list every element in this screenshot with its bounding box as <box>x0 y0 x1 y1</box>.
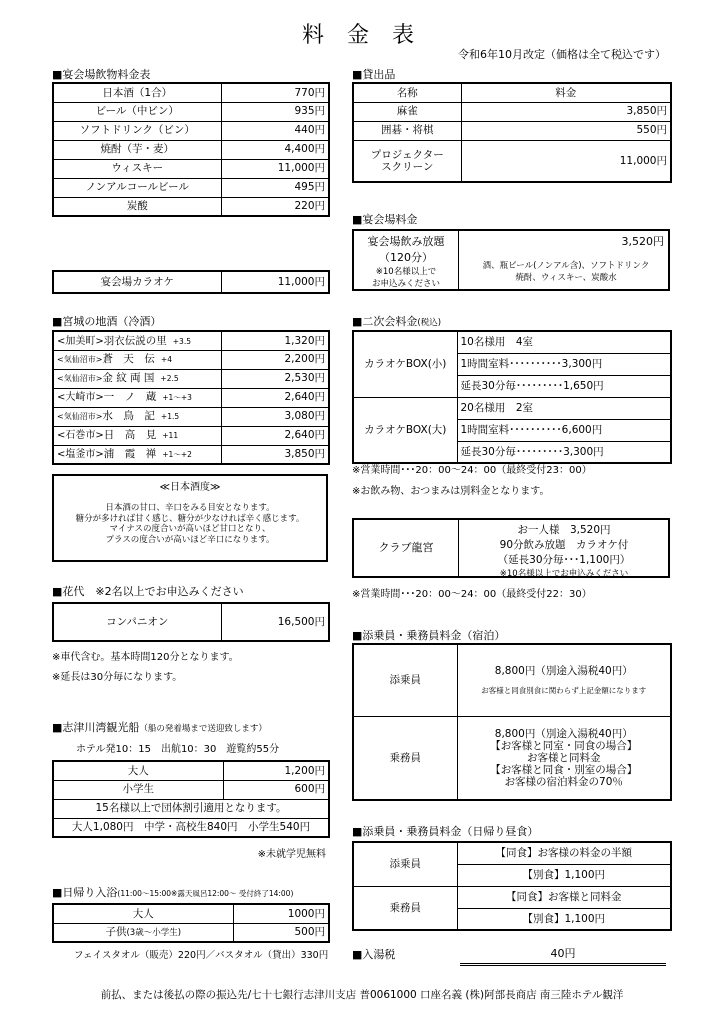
cruise-group-note: 15名様以上で団体割引適用となります。 <box>53 799 329 818</box>
rental-price: 550円 <box>461 121 671 140</box>
bath-heading-main: ■日帰り入浴 <box>52 886 118 899</box>
crew-jomu-case2: 【お客様と同食・別室の場合】 <box>490 763 638 776</box>
club-plan: 90分飲み放題 カラオケ付 <box>499 539 629 551</box>
sake-name: 蒼 天 伝 <box>102 353 155 366</box>
cruise-child-price: 600円 <box>223 780 329 799</box>
rental-name-line: プロジェクター <box>370 148 444 161</box>
rental-name: 麻雀 <box>353 102 461 121</box>
drink-price: 4,400円 <box>221 140 329 159</box>
sake-name: 浦 霞 禅 <box>103 448 157 460</box>
drink-row <box>53 197 329 216</box>
crew-jomu-label: 乗務員 <box>353 716 457 800</box>
bath-tax-label: ■入湯税 <box>352 948 396 961</box>
sake-cell <box>53 426 221 445</box>
drink-name: 日本酒（1合） <box>53 83 221 102</box>
hall-contents-1: 酒、瓶ビール(ノンアル含)、ソフトドリンク <box>482 261 650 271</box>
drink-name: ビール（中ビン） <box>53 102 221 121</box>
rental-name-line: スクリーン <box>381 160 434 173</box>
sake-row <box>53 407 329 426</box>
sake-maker: <気仙沼市> <box>57 374 103 384</box>
drink-name: 焼酎（芋・麦） <box>53 140 221 159</box>
sake-row <box>53 350 329 369</box>
hall-plan-note-2: お申込みください <box>371 279 440 289</box>
karaoke-price: 11,000円 <box>221 271 329 293</box>
rental-name <box>353 140 461 182</box>
bath-child-age: (3歳～小学生) <box>126 927 182 938</box>
karaoke-table <box>52 270 330 294</box>
sake-row <box>53 369 329 388</box>
crew-table <box>352 643 672 801</box>
hall-box <box>352 229 670 291</box>
daytrip-jomu-same: 【同食】お客様と同料金 <box>457 886 671 908</box>
crew-jomu-case1: 【お客様と同室・同食の場合】 <box>490 739 638 752</box>
sake-name: 羽衣伝説の里 <box>103 334 167 347</box>
cruise-group-prices: 大人1,080円 中学・高校生840円 小学生540円 <box>53 818 329 837</box>
daytrip-crew-heading: ■添乗員・乗務員料金（日帰り昼食） <box>352 825 539 838</box>
rental-price: 3,850円 <box>461 102 671 121</box>
cruise-heading-main: ■志津川湾観光船 <box>52 721 140 734</box>
large-box-capacity: 20名様用 2室 <box>457 397 671 419</box>
club-details <box>460 522 668 579</box>
sake-degree: +3.5 <box>172 336 191 346</box>
cruise-child: 小学生 <box>53 780 223 799</box>
cruise-adult: 大人 <box>53 761 223 780</box>
crew-jomu-case1-price: お客様と同料金 <box>527 751 601 764</box>
hanadai-price: 16,500円 <box>221 603 329 641</box>
sake-maker: <大崎市> <box>57 392 104 404</box>
bath-child-label: 子供 <box>105 925 127 938</box>
cruise-heading <box>52 719 267 735</box>
sake-price: 3,080円 <box>221 407 329 426</box>
page-title: 料 金 表 <box>302 23 422 48</box>
crew-heading: ■添乗員・乗務員料金（宿泊） <box>352 629 506 642</box>
sake-row <box>53 388 329 407</box>
sake-price: 2,640円 <box>221 426 329 445</box>
sake-name: 水 鳥 記 <box>102 410 155 423</box>
sake-cell <box>53 369 221 388</box>
hanadai-note-1: ※車代含む。基本時間120分となります。 <box>52 652 239 663</box>
sake-maker: <加美町> <box>57 335 104 347</box>
daytrip-crew-table <box>352 841 672 931</box>
bath-tax-value: 40円 <box>460 945 666 966</box>
bath-child-price: 500円 <box>233 923 329 942</box>
rental-heading: ■貸出品 <box>352 68 396 81</box>
crew-jomu-detail <box>457 716 671 800</box>
sake-maker: <気仙沼市> <box>57 355 103 365</box>
sake-degree-box <box>52 474 328 562</box>
hall-plan-note-1: ※10名様以上で <box>375 267 437 277</box>
rental-row <box>353 121 671 140</box>
sake-name: 金 紋 両 国 <box>102 372 155 385</box>
drink-name: ノンアルコールビール <box>53 178 221 197</box>
towel-note: フェイスタオル（販売）220円／バスタオル（貸出）330円 <box>74 950 329 961</box>
large-box-hourly: 1時間室料･･････････6,600円 <box>457 419 671 441</box>
sake-price: 1,320円 <box>221 331 329 350</box>
hanadai-name: コンパニオン <box>53 603 221 641</box>
rental-col-price: 料金 <box>461 83 671 102</box>
sake-maker: <塩釜市> <box>57 449 104 460</box>
bath-heading-sub: (11:00～15:00※露天風呂12:00～ 受付終了14:00) <box>117 889 294 898</box>
club-price: お一人様 3,520円 <box>517 524 611 536</box>
club-extension: （延長30分毎･･･1,100円） <box>497 554 631 566</box>
sake-degree-line: 糖分が多ければ甘く感じ、糖分が少なければ辛く感じます。 <box>75 513 305 524</box>
sake-row <box>53 445 329 464</box>
sake-degree-line: プラスの度合いが高いほど辛口になります。 <box>105 534 275 545</box>
bath-adult-price: 1000円 <box>233 904 329 923</box>
cruise-table <box>52 760 330 838</box>
daytrip-tenjo-label: 添乗員 <box>353 842 457 886</box>
drink-price: 11,000円 <box>221 159 329 178</box>
small-box-capacity: 10名様用 4室 <box>457 331 671 353</box>
second-heading <box>352 313 441 329</box>
drink-price: 935円 <box>221 102 329 121</box>
sake-degree: +1.5 <box>160 412 180 422</box>
sake-price: 2,530円 <box>221 369 329 388</box>
crew-jomu-price: 8,800円（別途入湯税40円） <box>494 727 633 740</box>
crew-tenjo-note: お客様と同食別食に関わらず上記金額になります <box>481 685 647 695</box>
sake-degree: +4 <box>160 355 172 365</box>
drink-price: 770円 <box>221 83 329 102</box>
rental-name: 囲碁・将棋 <box>353 121 461 140</box>
sake-cell <box>53 388 221 407</box>
second-hours: ※営業時間･･･20：00～24：00（最終受付23：00） <box>352 465 592 476</box>
small-box-hourly: 1時間室料･･････････3,300円 <box>457 353 671 375</box>
drink-row <box>53 178 329 197</box>
club-note: ※10名様以上でお申込みください <box>499 569 629 579</box>
sake-cell <box>53 350 221 369</box>
bank-transfer-footer: 前払、または後払の際の振込先/七十七銀行志津川支店 普0061000 口座名義 (株)阿部長商店 南三陸ホテル観洋 <box>100 989 624 1001</box>
large-box-extension: 延長30分毎･････････3,300円 <box>457 441 671 463</box>
sake-degree: +2.5 <box>160 374 179 384</box>
bath-adult: 大人 <box>53 904 233 923</box>
sake-maker: <石巻市> <box>57 430 104 442</box>
rental-col-name: 名称 <box>353 83 461 102</box>
cruise-adult-price: 1,200円 <box>223 761 329 780</box>
drink-row <box>53 159 329 178</box>
sake-degree: +11 <box>162 431 179 441</box>
jizake-table <box>52 330 330 465</box>
sake-price: 3,850円 <box>221 445 329 464</box>
sake-degree-heading: ≪日本酒度≫ <box>159 482 221 493</box>
second-heading-main: ■二次会料金 <box>352 315 418 328</box>
sake-name: 日 高 見 <box>103 429 157 442</box>
hanadai-table <box>52 602 330 642</box>
cruise-preschool-note: ※未就学児無料 <box>257 849 326 860</box>
sake-price: 2,640円 <box>221 388 329 407</box>
drink-price: 440円 <box>221 121 329 140</box>
bath-table <box>52 903 330 943</box>
drink-row <box>53 102 329 121</box>
crew-tenjo-detail <box>457 644 671 716</box>
second-heading-sub: (税込) <box>417 318 442 328</box>
hall-contents-2: 焼酎、ウィスキー、炭酸水 <box>515 273 617 283</box>
drink-name: ウィスキー <box>53 159 221 178</box>
club-name: クラブ龍宮 <box>354 520 459 576</box>
sake-maker: <気仙沼市> <box>57 412 103 422</box>
rental-row <box>353 102 671 121</box>
large-box-name: カラオケBOX(大) <box>353 397 457 463</box>
revision-note: 令和6年10月改定（価格は全て税込です） <box>458 48 666 61</box>
sake-degree: +1～+2 <box>162 450 192 459</box>
bath-heading <box>52 884 293 900</box>
drink-name: 炭酸 <box>53 197 221 216</box>
crew-tenjo-label: 添乗員 <box>353 644 457 716</box>
club-box <box>352 518 670 578</box>
cruise-heading-sub: （船の発着場まで送迎致します） <box>139 724 267 734</box>
sake-row <box>53 331 329 350</box>
drink-price: 220円 <box>221 197 329 216</box>
small-box-name: カラオケBOX(小) <box>353 331 457 397</box>
sake-degree-line: マイナスの度合いが高いほど甘口となり、 <box>109 524 271 535</box>
daytrip-jomu-separate: 【別食】1,100円 <box>457 908 671 930</box>
sake-cell <box>53 407 221 426</box>
karaoke-name: 宴会場カラオケ <box>53 271 221 293</box>
hall-price: 3,520円 <box>621 235 664 248</box>
hanadai-heading: ■花代 ※2名以上でお申込みください <box>52 585 244 598</box>
hall-plan-name: 宴会場飲み放題 <box>367 235 445 248</box>
drink-row <box>53 83 329 102</box>
drinks-heading: ■宴会場飲物料金表 <box>52 68 151 81</box>
sake-degree-text <box>54 503 326 546</box>
cruise-schedule: ホテル発10：15 出航10：30 遊覧約55分 <box>76 744 280 755</box>
rental-row <box>353 140 671 182</box>
club-hours: ※営業時間･･･20：00～24：00（最終受付22：30） <box>352 589 592 600</box>
hall-heading: ■宴会場料金 <box>352 213 418 226</box>
drink-row <box>53 140 329 159</box>
jizake-heading: ■宮城の地酒（冷酒） <box>52 315 162 328</box>
drink-row <box>53 121 329 140</box>
bath-child <box>53 923 233 942</box>
second-food-note: ※お飲み物、おつまみは別料金となります。 <box>352 486 550 497</box>
drink-price: 495円 <box>221 178 329 197</box>
crew-jomu-case2-price: お客様の宿泊料金の70％ <box>504 775 623 788</box>
daytrip-jomu-label: 乗務員 <box>353 886 457 930</box>
second-table <box>352 330 672 464</box>
sake-degree: +1～+3 <box>162 393 192 403</box>
sake-price: 2,200円 <box>221 350 329 369</box>
sake-cell <box>53 331 221 350</box>
hanadai-note-2: ※延長は30分毎になります。 <box>52 672 183 683</box>
hall-left <box>354 231 459 289</box>
small-box-extension: 延長30分毎･････････1,650円 <box>457 375 671 397</box>
sake-degree-line: 日本酒の甘口、辛口をみる目安となります。 <box>105 503 275 513</box>
drinks-table <box>52 82 330 217</box>
hall-plan-duration: （120分） <box>379 251 433 264</box>
sake-name: 一 ノ 蔵 <box>103 391 157 404</box>
sake-row <box>53 426 329 445</box>
crew-tenjo-price: 8,800円（別途入湯税40円） <box>494 664 633 677</box>
rental-price: 11,000円 <box>461 140 671 182</box>
sake-cell <box>53 445 221 464</box>
daytrip-tenjo-same: 【同食】お客様の料金の半額 <box>457 842 671 864</box>
drink-name: ソフトドリンク（ビン） <box>53 121 221 140</box>
daytrip-tenjo-separate: 【別食】1,100円 <box>457 864 671 886</box>
rental-table <box>352 82 672 183</box>
